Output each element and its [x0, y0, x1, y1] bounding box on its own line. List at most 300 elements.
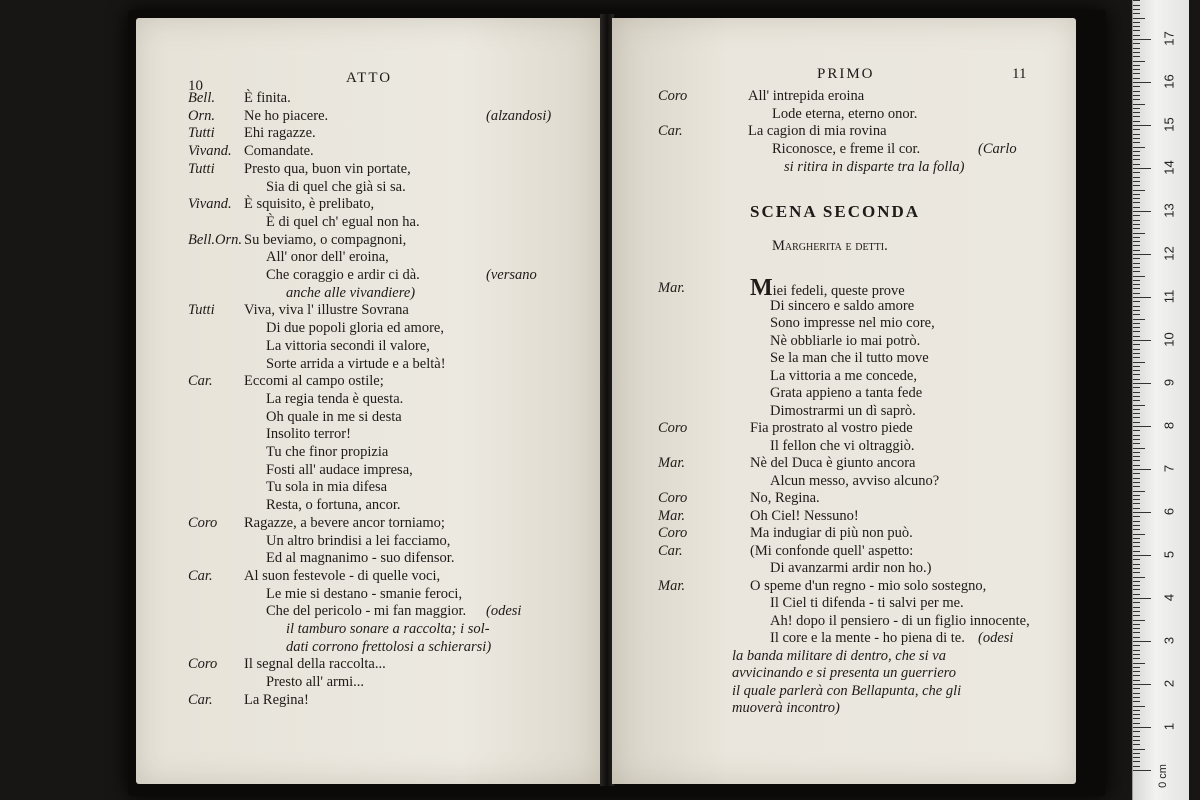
ruler-tick: [1133, 516, 1140, 517]
ruler-tick: [1133, 151, 1140, 152]
speaker-label: Car.: [188, 567, 213, 584]
speaker-label: Vivand.: [188, 143, 232, 160]
verse-line: Ma indugiar di più non può.: [750, 525, 913, 541]
ruler-tick: [1133, 551, 1140, 552]
verse-line: È di quel ch' egual non ha.: [266, 213, 420, 230]
ruler-tick: [1133, 654, 1140, 655]
ruler-tick: [1133, 331, 1140, 332]
ruler-tick: [1133, 327, 1140, 328]
ruler-tick: [1133, 357, 1140, 358]
ruler-tick: [1133, 30, 1140, 31]
ruler-tick: [1133, 52, 1140, 53]
scene-title: SCENA SECONDA: [750, 202, 921, 221]
verse-line: Lode eterna, eterno onor.: [772, 105, 918, 122]
verse-line: Oh quale in me si desta: [266, 408, 402, 425]
verse-line: Che del pericolo - mi fan maggior.: [266, 603, 467, 620]
verse-line: O speme d'un regno - mio solo sostegno,: [750, 577, 987, 594]
ruler-tick: [1133, 56, 1140, 57]
ruler-tick: [1133, 740, 1140, 741]
ruler-tick: [1133, 761, 1140, 762]
ruler-tick: [1133, 749, 1145, 750]
verse-line: Nè del Duca è giunto ancora: [750, 455, 916, 471]
page-number: 11: [1012, 66, 1027, 82]
ruler-tick: [1133, 443, 1140, 444]
verse-line: Presto qua, buon vin portate,: [244, 160, 411, 177]
speaker-label: Car.: [188, 373, 213, 390]
ruler-tick: [1133, 159, 1140, 160]
ruler-tick: [1133, 91, 1140, 92]
verse-line: Viva, viva l' illustre Sovrana: [244, 302, 409, 319]
ruler-tick: [1133, 564, 1140, 565]
ruler-tick: [1133, 675, 1140, 676]
ruler-tick: [1133, 35, 1140, 36]
ruler-number: 1: [1161, 722, 1177, 731]
verse-line: Grata appieno a tanta fede: [770, 385, 923, 401]
ruler-tick: [1133, 5, 1140, 6]
ruler-tick: [1133, 387, 1140, 388]
ruler-tick: [1133, 486, 1140, 487]
ruler-tick: [1133, 258, 1140, 259]
ruler-tick: [1133, 770, 1151, 771]
ruler-number: 12: [1161, 246, 1177, 261]
ruler-tick: [1133, 589, 1140, 590]
verse-line: La vittoria a me concede,: [770, 367, 917, 384]
speaker-label: Coro: [188, 514, 218, 531]
ruler-tick: [1133, 718, 1140, 719]
ruler-tick: [1133, 198, 1140, 199]
ruler-tick: [1133, 693, 1140, 694]
speaker-label: Bell.Orn.: [188, 231, 242, 248]
ruler-tick: [1133, 521, 1140, 522]
ruler-tick: [1133, 69, 1140, 70]
ruler-tick: [1133, 293, 1140, 294]
ruler-tick: [1133, 207, 1140, 208]
ruler-tick: [1133, 177, 1140, 178]
ruler-number: 13: [1161, 203, 1177, 218]
ruler-tick: [1133, 366, 1140, 367]
stage-direction: (odesi: [486, 603, 522, 620]
ruler-tick: [1133, 706, 1145, 707]
ruler-tick: [1133, 138, 1140, 139]
ruler-tick: [1133, 430, 1140, 431]
verse-line: All' onor dell' eroina,: [266, 249, 389, 266]
ruler-tick: [1133, 641, 1151, 642]
ruler-tick: [1133, 753, 1140, 754]
verse-line: Sorte arrida a virtude e a beltà!: [266, 355, 446, 372]
ruler-tick: [1133, 379, 1140, 380]
ruler-tick: [1133, 559, 1140, 560]
ruler-tick: [1133, 18, 1145, 19]
right-page: [612, 18, 1076, 784]
ruler-tick: [1133, 650, 1140, 651]
ruler-tick: [1133, 529, 1140, 530]
ruler-tick: [1133, 61, 1145, 62]
ruler-tick: [1133, 237, 1140, 238]
ruler-tick: [1133, 701, 1140, 702]
speaker-label: Vivand.: [188, 196, 232, 213]
speaker-label: Car.: [658, 542, 683, 559]
verse-line: È squisito, è prelibato,: [244, 196, 375, 213]
ruler-number: 5: [1161, 550, 1177, 559]
stage-direction: il quale parlerà con Bellapunta, che gli: [732, 682, 962, 699]
ruler-tick: [1133, 426, 1151, 427]
ruler-tick: [1133, 624, 1140, 625]
ruler-tick: [1133, 628, 1140, 629]
stage-direction: la banda militare di dentro, che si va: [732, 647, 946, 664]
ruler-tick: [1133, 215, 1140, 216]
speaker-label: Car.: [188, 691, 213, 708]
ruler-tick: [1133, 422, 1140, 423]
stage-direction: il tamburo sonare a raccolta; i sol-: [286, 621, 490, 637]
ruler-unit-label: 0 cm: [1156, 764, 1169, 788]
ruler-tick: [1133, 611, 1140, 612]
ruler-tick: [1133, 731, 1140, 732]
verse-line: La regia tenda è questa.: [266, 390, 404, 407]
speaker-label: Mar.: [658, 455, 685, 471]
ruler-tick: [1133, 99, 1140, 100]
ruler-tick: [1133, 125, 1151, 126]
ruler-tick: [1133, 602, 1140, 603]
ruler-tick: [1133, 306, 1140, 307]
ruler-tick: [1133, 211, 1151, 212]
ruler-tick: [1133, 534, 1145, 535]
ruler-tick: [1133, 632, 1140, 633]
ruler-tick: [1133, 637, 1140, 638]
ruler-tick: [1133, 263, 1140, 264]
ruler-tick: [1133, 452, 1140, 453]
ruler-tick: [1133, 9, 1140, 10]
speaker-label: Tutti: [188, 160, 215, 177]
ruler-number: 2: [1161, 679, 1177, 688]
ruler-tick: [1133, 684, 1151, 685]
ruler-tick: [1133, 671, 1140, 672]
ruler-tick: [1133, 439, 1140, 440]
ruler-tick: [1133, 585, 1140, 586]
ruler-tick: [1133, 456, 1140, 457]
ruler-tick: [1133, 400, 1140, 401]
verse-line: Tu sola in mia difesa: [266, 479, 388, 496]
ruler-tick: [1133, 43, 1140, 44]
verse-line: Ah! dopo il pensiero - di un figlio innocente,: [770, 612, 1030, 629]
speaker-label: Coro: [658, 525, 688, 541]
ruler-tick: [1133, 499, 1140, 500]
ruler-tick: [1133, 224, 1140, 225]
ruler-tick: [1133, 108, 1140, 109]
ruler-tick: [1133, 353, 1140, 354]
page-number: 10: [188, 78, 203, 94]
ruler-tick: [1133, 344, 1140, 345]
ruler-tick: [1133, 129, 1140, 130]
ruler-tick: [1133, 349, 1140, 350]
verse-line: Oh Ciel! Nessuno!: [750, 507, 859, 524]
ruler-tick: [1133, 473, 1140, 474]
ruler-tick: [1133, 495, 1140, 496]
ruler-number: 15: [1161, 117, 1177, 132]
verse-line: Di due popoli gloria ed amore,: [266, 320, 444, 337]
verse-line: Al suon festevole - di quelle voci,: [244, 567, 441, 584]
ruler-tick: [1133, 396, 1140, 397]
verse-line: È finita.: [244, 90, 291, 106]
ruler-tick: [1133, 241, 1140, 242]
ruler-tick: [1133, 680, 1140, 681]
ruler-tick: [1133, 112, 1140, 113]
speaker-label: Tutti: [188, 302, 215, 319]
ruler-tick: [1133, 284, 1140, 285]
ruler-tick: [1133, 323, 1140, 324]
ruler-tick: [1133, 185, 1140, 186]
ruler-tick: [1133, 78, 1140, 79]
ruler-tick: [1133, 435, 1140, 436]
ruler-tick: [1133, 460, 1140, 461]
ruler-tick: [1133, 271, 1140, 272]
ruler-tick: [1133, 555, 1151, 556]
ruler-tick: [1133, 645, 1140, 646]
ruler-tick: [1133, 594, 1140, 595]
ruler-tick: [1133, 598, 1151, 599]
ruler-tick: [1133, 65, 1140, 66]
ruler-tick: [1133, 267, 1140, 268]
stage-direction: (alzandosi): [486, 107, 552, 124]
left-page: [136, 18, 602, 784]
ruler-tick: [1133, 538, 1140, 539]
verse-line: Nè obbliarle io mai potrò.: [770, 332, 921, 349]
ruler-number: 16: [1161, 74, 1177, 89]
ruler-tick: [1133, 297, 1151, 298]
verse-line: Il Ciel ti difenda - ti salvi per me.: [770, 595, 964, 611]
ruler-tick: [1133, 581, 1140, 582]
ruler-tick: [1133, 525, 1140, 526]
verse-line: Fosti all' audace impresa,: [266, 461, 413, 478]
ruler-tick: [1133, 22, 1140, 23]
verse-line: La Regina!: [244, 691, 309, 708]
ruler-number: 11: [1161, 289, 1177, 304]
ruler-tick: [1133, 250, 1140, 251]
verse-line: Ed al magnanimo - suo difensor.: [266, 550, 455, 567]
verse-line: Fia prostrato al vostro piede: [750, 420, 913, 436]
stage-direction: dati corrono frettolosi a schierarsi): [286, 638, 492, 655]
ruler-tick: [1133, 392, 1140, 393]
ruler-tick: [1133, 86, 1140, 87]
verse-line: (Mi confonde quell' aspetto:: [750, 542, 914, 559]
ruler-tick: [1133, 417, 1140, 418]
ruler-tick: [1133, 288, 1140, 289]
measuring-ruler: [1132, 0, 1189, 800]
ruler-tick: [1133, 714, 1140, 715]
verse-line: Dimostrarmi un dì saprò.: [770, 402, 916, 419]
ruler-tick: [1133, 546, 1140, 547]
ruler-tick: [1133, 469, 1151, 470]
ruler-tick: [1133, 615, 1140, 616]
verse-line: All' intrepida eroina: [748, 88, 865, 104]
stage-direction: anche alle vivandiere): [286, 284, 416, 301]
ruler-tick: [1133, 508, 1140, 509]
ruler-tick: [1133, 744, 1140, 745]
stage-direction: si ritira in disparte tra la folla): [784, 158, 965, 175]
ruler-tick: [1133, 245, 1140, 246]
verse-line: Riconosce, e freme il cor.: [772, 141, 921, 158]
ruler-tick: [1133, 667, 1140, 668]
ruler-tick: [1133, 95, 1140, 96]
ruler-tick: [1133, 491, 1145, 492]
ruler-tick: [1133, 572, 1140, 573]
ruler-tick: [1133, 658, 1140, 659]
ruler-tick: [1133, 512, 1151, 513]
verse-line: La cagion di mia rovina: [748, 123, 887, 140]
ruler-tick: [1133, 233, 1145, 234]
speaker-label: Orn.: [188, 107, 215, 124]
ruler-tick: [1133, 147, 1145, 148]
ruler-number: 9: [1161, 378, 1177, 387]
ruler-tick: [1133, 482, 1140, 483]
ruler-tick: [1133, 82, 1151, 83]
ruler-number: 6: [1161, 507, 1177, 516]
verse-line: Ne ho piacere.: [244, 107, 329, 124]
ruler-number: 7: [1161, 464, 1177, 473]
ruler-tick: [1133, 413, 1140, 414]
verse-line: Un altro brindisi a lei facciamo,: [266, 532, 451, 549]
ruler-tick: [1133, 310, 1140, 311]
ruler-tick: [1133, 73, 1140, 74]
ruler-tick: [1133, 723, 1140, 724]
ruler-tick: [1133, 503, 1140, 504]
ruler-tick: [1133, 228, 1140, 229]
ruler-tick: [1133, 26, 1140, 27]
ruler-tick: [1133, 757, 1140, 758]
ruler-tick: [1133, 172, 1140, 173]
ruler-tick: [1133, 607, 1140, 608]
verse-line: Il fellon che vi oltraggiò.: [770, 437, 915, 454]
ruler-tick: [1133, 48, 1140, 49]
stage-direction: avvicinando e si presenta un guerriero: [732, 665, 957, 681]
ruler-tick: [1133, 542, 1140, 543]
ruler-tick: [1133, 181, 1140, 182]
ruler-tick: [1133, 301, 1140, 302]
ruler-tick: [1133, 220, 1140, 221]
ruler-tick: [1133, 0, 1140, 1]
verse-line: Le mie si destano - smanie feroci,: [266, 585, 463, 602]
ruler-tick: [1133, 13, 1140, 14]
speaker-label: Mar.: [658, 280, 685, 296]
running-head: ATTO: [346, 70, 393, 86]
speaker-label: Coro: [658, 420, 688, 436]
ruler-tick: [1133, 383, 1151, 384]
ruler-tick: [1133, 766, 1140, 767]
stage-direction: (odesi: [978, 630, 1014, 646]
verse-line: Eccomi al campo ostile;: [244, 373, 384, 390]
verse-line: Insolito terror!: [266, 426, 351, 443]
ruler-tick: [1133, 319, 1145, 320]
ruler-tick: [1133, 280, 1140, 281]
ruler-tick: [1133, 104, 1145, 105]
ruler-tick: [1133, 697, 1140, 698]
ruler-tick: [1133, 568, 1140, 569]
ruler-tick: [1133, 190, 1145, 191]
speaker-label: Coro: [658, 88, 688, 104]
ruler-tick: [1133, 121, 1140, 122]
ruler-tick: [1133, 405, 1145, 406]
ruler-tick: [1133, 155, 1140, 156]
ruler-tick: [1133, 202, 1140, 203]
verse-line: No, Regina.: [750, 490, 820, 506]
ruler-tick: [1133, 39, 1151, 40]
speaker-label: Car.: [658, 123, 683, 140]
ruler-tick: [1133, 134, 1140, 135]
verse-line: Se la man che il tutto move: [770, 350, 929, 366]
speaker-label: Mar.: [658, 577, 685, 594]
speaker-label: Coro: [658, 490, 688, 506]
ruler-tick: [1133, 465, 1140, 466]
verse-line: Resta, o fortuna, ancor.: [266, 497, 401, 514]
verse-line: Tu che finor propizia: [266, 444, 389, 460]
scene-characters: Margherita e detti.: [772, 238, 888, 254]
speaker-label: Coro: [188, 656, 218, 673]
ruler-number: 10: [1161, 332, 1177, 347]
ruler-tick: [1133, 374, 1140, 375]
running-head: PRIMO: [817, 66, 875, 82]
ruler-tick: [1133, 142, 1140, 143]
ruler-tick: [1133, 478, 1140, 479]
ruler-tick: [1133, 620, 1145, 621]
verse-line: Il segnal della raccolta...: [244, 656, 386, 673]
ruler-tick: [1133, 314, 1140, 315]
ruler-tick: [1133, 688, 1140, 689]
verse-line: Di avanzarmi ardir non ho.): [770, 560, 932, 576]
verse-line: Che coraggio e ardir ci dà.: [266, 267, 420, 283]
ruler-tick: [1133, 727, 1151, 728]
verse-line: Miei fedeli, queste prove: [750, 275, 905, 301]
ruler-tick: [1133, 116, 1140, 117]
ruler-tick: [1133, 710, 1140, 711]
speaker-label: Mar.: [658, 507, 685, 524]
verse-line: Il core e la mente - ho piena di te.: [770, 630, 965, 646]
verse-line: Sia di quel che già si sa.: [266, 178, 406, 195]
verse-line: Presto all' armi...: [266, 674, 365, 691]
ruler-tick: [1133, 276, 1145, 277]
ruler-tick: [1133, 164, 1140, 165]
ruler-tick: [1133, 340, 1151, 341]
ruler-number: 17: [1161, 31, 1177, 46]
ruler-tick: [1133, 370, 1140, 371]
speaker-label: Tutti: [188, 125, 215, 142]
verse-line: Ragazze, a bevere ancor torniamo;: [244, 514, 445, 531]
ruler-number: 3: [1161, 636, 1177, 645]
verse-line: La vittoria secondi il valore,: [266, 337, 430, 354]
ruler-number: 14: [1161, 160, 1177, 175]
ruler-tick: [1133, 168, 1151, 169]
ruler-tick: [1133, 409, 1140, 410]
ruler-tick: [1133, 663, 1145, 664]
stage-direction: muoverà incontro): [732, 700, 840, 716]
verse-line: Ehi ragazze.: [244, 125, 316, 142]
ruler-number: 4: [1161, 593, 1177, 602]
verse-line: Sono impresse nel mio core,: [770, 315, 935, 331]
verse-line: Di sincero e saldo amore: [770, 297, 915, 314]
ruler-tick: [1133, 362, 1145, 363]
verse-line: Comandate.: [244, 143, 314, 160]
verse-line: Alcun messo, avviso alcuno?: [770, 472, 940, 489]
verse-line: Su beviamo, o compagnoni,: [244, 231, 407, 248]
ruler-tick: [1133, 448, 1145, 449]
ruler-tick: [1133, 194, 1140, 195]
speaker-label: Bell.: [188, 90, 215, 106]
stage-direction: (Carlo: [978, 141, 1017, 158]
ruler-tick: [1133, 254, 1151, 255]
ruler-number: 8: [1161, 421, 1177, 430]
stage-direction: (versano: [486, 267, 537, 283]
ruler-tick: [1133, 577, 1145, 578]
ruler-tick: [1133, 736, 1140, 737]
ruler-tick: [1133, 336, 1140, 337]
